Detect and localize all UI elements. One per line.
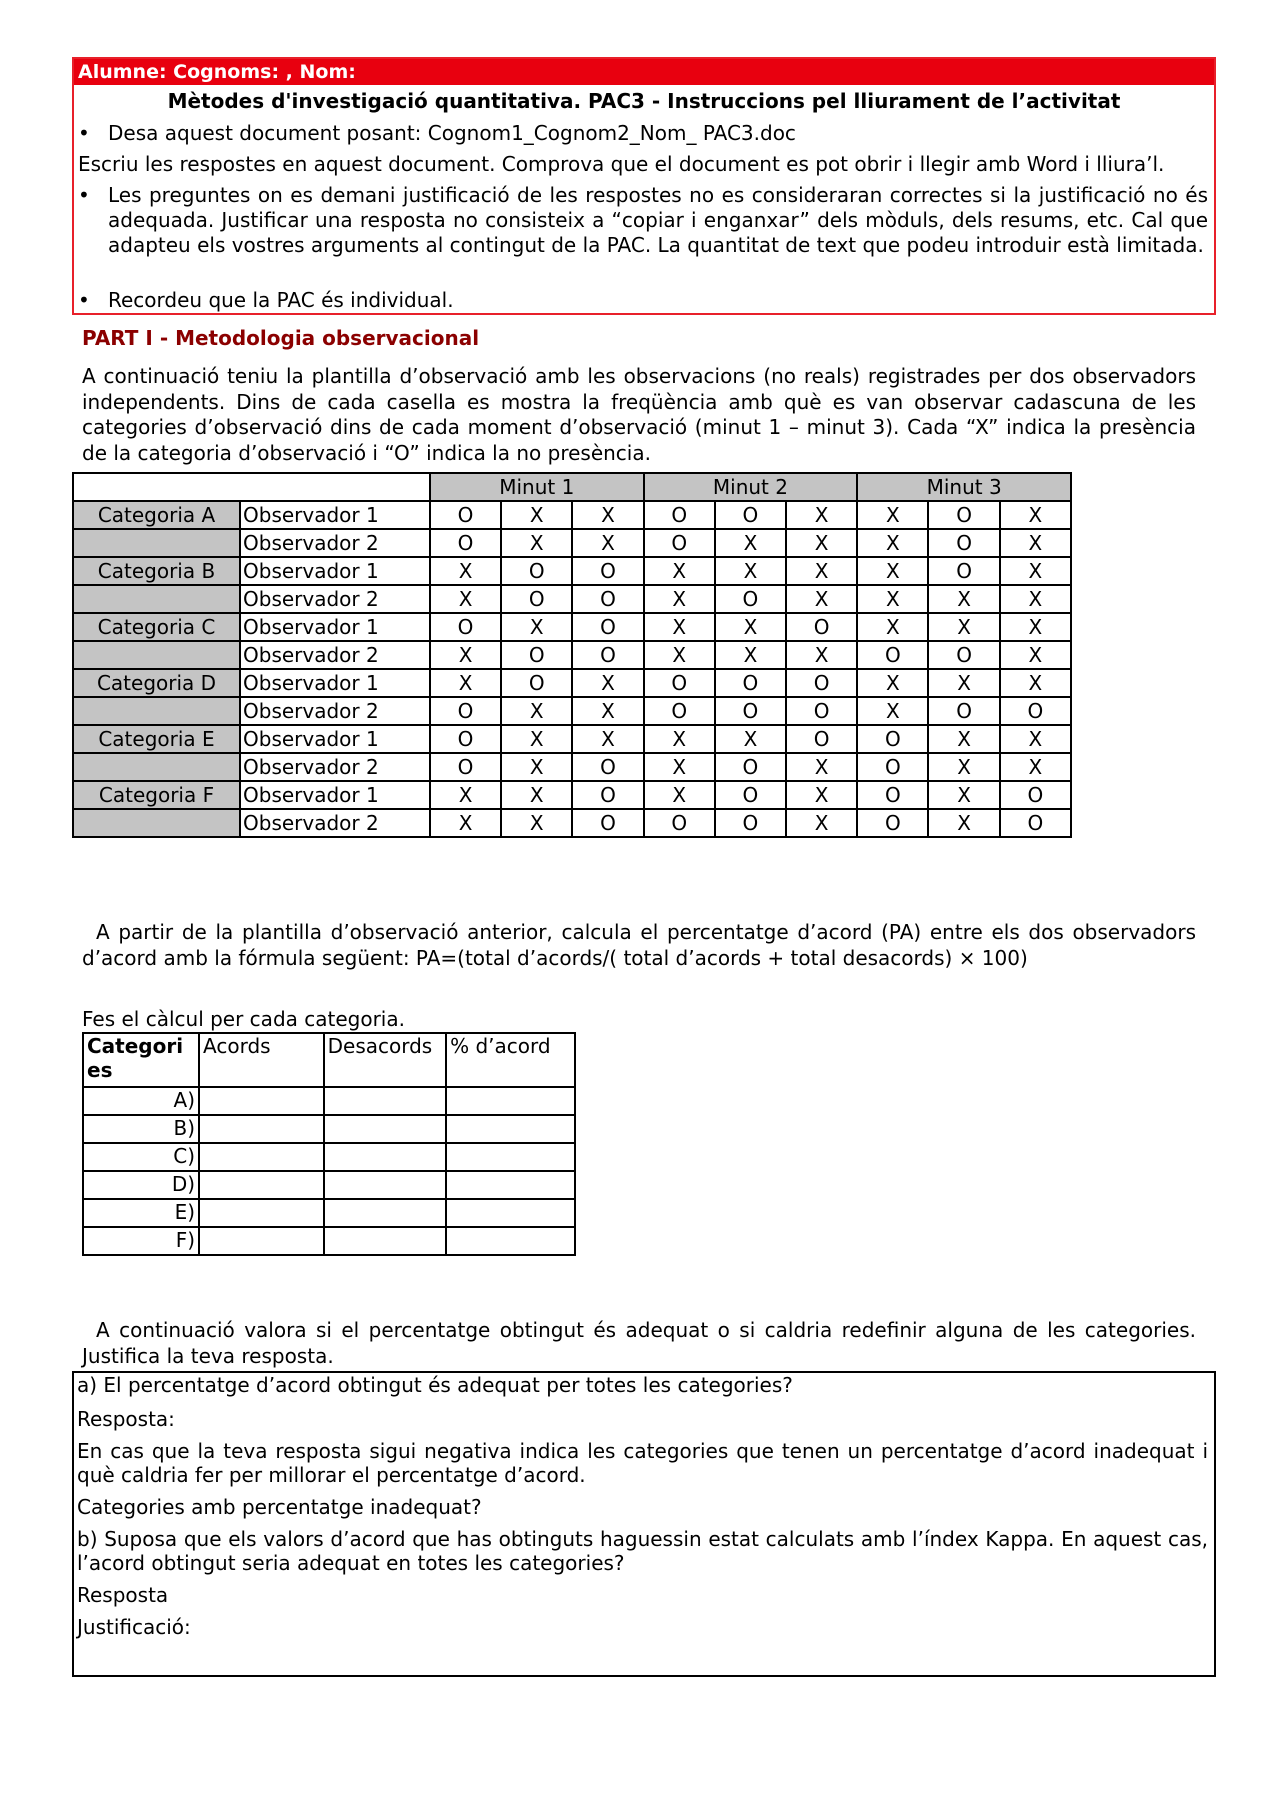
agreement-table-header xyxy=(83,1033,575,1087)
observation-value: O xyxy=(572,641,643,669)
observation-value: X xyxy=(430,557,501,585)
question-a: a) El percentatge d’acord obtingut és adequat per totes les categories? xyxy=(77,1373,793,1397)
student-name-line[interactable]: Alumne: Cognoms: , Nom: xyxy=(74,59,1214,85)
category-label: Categoria D xyxy=(73,669,240,697)
pa-instructions: A partir de la plantilla d’observació anterior, calcula el percentatge d’acord (PA) entre els dos observadors d’acord amb la fórmula següent: PA=(total d’acords/( total d’acords + total desacords) × 100) xyxy=(82,920,1196,970)
observation-table xyxy=(72,472,1072,838)
observation-value: O xyxy=(572,585,643,613)
observation-value: O xyxy=(572,557,643,585)
observation-value: O xyxy=(786,669,857,697)
agreements-input[interactable] xyxy=(199,1171,324,1199)
agreement-header-cell: Acords xyxy=(199,1033,324,1087)
observation-value: X xyxy=(786,809,857,837)
observation-value: O xyxy=(715,753,786,781)
minute-header: Minut 2 xyxy=(644,473,858,501)
category-blank-cell xyxy=(73,697,240,725)
observation-value: X xyxy=(928,725,999,753)
observer-label: Observador 1 xyxy=(240,501,430,529)
disagreements-input[interactable] xyxy=(324,1087,446,1115)
agreement-row-label: A) xyxy=(83,1087,199,1115)
observation-value: O xyxy=(430,753,501,781)
agreement-row xyxy=(83,1227,575,1255)
observation-value: O xyxy=(1000,809,1071,837)
observation-value: X xyxy=(715,557,786,585)
agreement-header-cell: Categori es xyxy=(83,1033,199,1087)
observation-row xyxy=(73,725,1071,753)
observation-value: X xyxy=(786,557,857,585)
agreement-row-label: B) xyxy=(83,1115,199,1143)
observation-value: X xyxy=(715,725,786,753)
observation-value: X xyxy=(715,529,786,557)
observation-row xyxy=(73,669,1071,697)
observer-label: Observador 2 xyxy=(240,697,430,725)
part1-intro: A continuació teniu la plantilla d’observació amb les observacions (no reals) registrades per dos observadors independents. Dins de cada casella es mostra la freqüència amb què es van observar cadascuna de les categories d’observació dins de cada moment d’observació (minut 1 – minut 3). Cada “X” indica la presència de la categoria d’observació i “O” indica la no presència. xyxy=(82,364,1196,465)
agreement-row xyxy=(83,1143,575,1171)
observation-value: O xyxy=(857,809,928,837)
observation-value: O xyxy=(501,641,572,669)
observation-value: O xyxy=(786,613,857,641)
disagreements-input[interactable] xyxy=(324,1115,446,1143)
observation-value: O xyxy=(644,669,715,697)
agreement-row xyxy=(83,1199,575,1227)
observer-label: Observador 1 xyxy=(240,781,430,809)
question-a-negative: En cas que la teva resposta sigui negativa indica les categories que tenen un percentatge d’acord inadequat i què caldria fer per millorar el percentatge d’acord. xyxy=(77,1439,1208,1487)
category-blank-cell xyxy=(73,585,240,613)
observation-value: X xyxy=(857,529,928,557)
observation-value: O xyxy=(430,501,501,529)
observation-value: O xyxy=(928,529,999,557)
observation-value: O xyxy=(715,669,786,697)
justification-field[interactable]: Justificació: xyxy=(77,1615,191,1639)
observation-value: X xyxy=(928,669,999,697)
observation-value: O xyxy=(715,697,786,725)
agreement-header-cell: % d’acord xyxy=(446,1033,575,1087)
agreement-row-label: E) xyxy=(83,1199,199,1227)
observation-value: X xyxy=(857,501,928,529)
observation-value: O xyxy=(430,529,501,557)
observation-value: X xyxy=(715,641,786,669)
observation-value: O xyxy=(715,809,786,837)
observer-label: Observador 1 xyxy=(240,669,430,697)
disagreements-input[interactable] xyxy=(324,1171,446,1199)
observation-value: X xyxy=(857,697,928,725)
observation-value: O xyxy=(857,725,928,753)
observation-value: O xyxy=(430,697,501,725)
part1-title: PART I - Metodologia observacional xyxy=(82,326,480,350)
observation-value: X xyxy=(786,641,857,669)
agreement-header-cell: Desacords xyxy=(324,1033,446,1087)
category-label: Categoria B xyxy=(73,557,240,585)
observation-value: X xyxy=(928,809,999,837)
agreement-row-label: D) xyxy=(83,1171,199,1199)
observation-row xyxy=(73,557,1071,585)
observation-value: X xyxy=(644,613,715,641)
observation-value: X xyxy=(644,781,715,809)
observation-value: X xyxy=(501,725,572,753)
observation-value: O xyxy=(501,557,572,585)
observation-value: X xyxy=(857,613,928,641)
observation-value: O xyxy=(857,753,928,781)
minute-header: Minut 1 xyxy=(430,473,644,501)
category-blank-cell xyxy=(73,529,240,557)
observation-value: X xyxy=(572,501,643,529)
observation-value: X xyxy=(644,585,715,613)
observation-value: X xyxy=(1000,501,1071,529)
category-blank-cell xyxy=(73,753,240,781)
observation-value: O xyxy=(1000,781,1071,809)
agreements-input[interactable] xyxy=(199,1227,324,1255)
agreement-row xyxy=(83,1087,575,1115)
observation-row xyxy=(73,753,1071,781)
observation-value: O xyxy=(786,725,857,753)
agreements-input[interactable] xyxy=(199,1143,324,1171)
observation-value: O xyxy=(715,781,786,809)
observation-value: X xyxy=(857,585,928,613)
agreements-input[interactable] xyxy=(199,1115,324,1143)
answer-a-field[interactable]: Resposta: xyxy=(77,1407,175,1431)
observation-value: O xyxy=(857,781,928,809)
observation-value: O xyxy=(572,809,643,837)
agreements-input[interactable] xyxy=(199,1199,324,1227)
observation-value: X xyxy=(857,557,928,585)
observation-value: X xyxy=(430,585,501,613)
observer-label: Observador 1 xyxy=(240,557,430,585)
agreement-row xyxy=(83,1171,575,1199)
observation-value: X xyxy=(501,529,572,557)
observation-value: X xyxy=(644,641,715,669)
observation-value: X xyxy=(430,641,501,669)
observation-value: O xyxy=(430,725,501,753)
observation-value: X xyxy=(644,725,715,753)
observation-value: X xyxy=(1000,557,1071,585)
observation-value: X xyxy=(1000,753,1071,781)
inadequate-categories-field[interactable]: Categories amb percentatge inadequat? xyxy=(77,1495,482,1519)
observation-value: X xyxy=(928,781,999,809)
observation-value: O xyxy=(715,585,786,613)
observation-value: X xyxy=(928,585,999,613)
observation-value: X xyxy=(1000,613,1071,641)
question-b: b) Suposa que els valors d’acord que has obtinguts haguessin estat calculats amb l’índex Kappa. En aquest cas, l’acord obtingut seria adequat en totes les categories? xyxy=(77,1527,1208,1575)
instruction-line-write: Escriu les respostes en aquest document. Comprova que el document es pot obrir i llegir amb Word i lliura’l. xyxy=(78,152,1165,176)
category-blank-cell xyxy=(73,809,240,837)
document-title: Mètodes d'investigació quantitativa. PAC3 - Instruccions pel lliurament de l’activitat xyxy=(167,89,1121,113)
observation-value: O xyxy=(501,585,572,613)
observation-value: X xyxy=(1000,669,1071,697)
observation-value: O xyxy=(644,697,715,725)
answer-b-field[interactable]: Resposta xyxy=(77,1583,169,1607)
observation-value: O xyxy=(715,501,786,529)
observation-value: X xyxy=(928,753,999,781)
instructions-box xyxy=(72,57,1216,315)
category-label: Categoria F xyxy=(73,781,240,809)
observation-value: X xyxy=(786,753,857,781)
observation-value: X xyxy=(501,781,572,809)
observation-value: O xyxy=(572,613,643,641)
observation-value: O xyxy=(572,781,643,809)
observation-value: X xyxy=(928,613,999,641)
observer-label: Observador 2 xyxy=(240,753,430,781)
agreement-table xyxy=(82,1032,576,1256)
answer-box xyxy=(72,1371,1216,1677)
observation-value: O xyxy=(572,753,643,781)
observation-value: X xyxy=(786,501,857,529)
observation-value: O xyxy=(644,529,715,557)
observation-value: X xyxy=(715,613,786,641)
observation-value: X xyxy=(430,809,501,837)
observation-value: X xyxy=(572,725,643,753)
percent-agreement-input[interactable] xyxy=(446,1171,575,1199)
observation-value: O xyxy=(928,557,999,585)
observation-value: O xyxy=(430,613,501,641)
observation-value: O xyxy=(928,501,999,529)
observation-value: O xyxy=(928,641,999,669)
observation-value: X xyxy=(501,753,572,781)
assess-instructions: A continuació valora si el percentatge obtingut és adequat o si caldria redefinir alguna de les categories. Justifica la teva resposta. xyxy=(82,1318,1196,1368)
observer-label: Observador 2 xyxy=(240,809,430,837)
observation-value: X xyxy=(501,809,572,837)
agreement-row xyxy=(83,1115,575,1143)
observation-value: X xyxy=(857,669,928,697)
observer-label: Observador 1 xyxy=(240,613,430,641)
observer-label: Observador 2 xyxy=(240,585,430,613)
observation-row xyxy=(73,585,1071,613)
observation-value: X xyxy=(786,781,857,809)
observation-value: X xyxy=(501,501,572,529)
observation-value: X xyxy=(572,669,643,697)
observation-value: X xyxy=(430,669,501,697)
observation-value: X xyxy=(644,557,715,585)
observation-value: X xyxy=(1000,585,1071,613)
observation-row xyxy=(73,613,1071,641)
observation-value: X xyxy=(572,697,643,725)
observation-value: X xyxy=(1000,725,1071,753)
percent-agreement-input[interactable] xyxy=(446,1227,575,1255)
agreements-input[interactable] xyxy=(199,1087,324,1115)
observation-value: X xyxy=(1000,529,1071,557)
observation-value: O xyxy=(857,641,928,669)
observation-value: O xyxy=(644,501,715,529)
observation-table-header xyxy=(73,473,1071,501)
agreement-row-label: C) xyxy=(83,1143,199,1171)
observer-label: Observador 1 xyxy=(240,725,430,753)
observation-value: O xyxy=(928,697,999,725)
observation-value: O xyxy=(644,809,715,837)
percent-agreement-input[interactable] xyxy=(446,1199,575,1227)
category-blank-cell xyxy=(73,641,240,669)
observation-value: X xyxy=(644,753,715,781)
percent-agreement-input[interactable] xyxy=(446,1087,575,1115)
instruction-bullet-individual: • Recordeu que la PAC és individual. xyxy=(78,288,1208,313)
category-label: Categoria C xyxy=(73,613,240,641)
observation-row xyxy=(73,529,1071,557)
agreement-row-label: F) xyxy=(83,1227,199,1255)
observer-label: Observador 2 xyxy=(240,641,430,669)
category-label: Categoria E xyxy=(73,725,240,753)
per-category-instruction: Fes el càlcul per cada categoria. xyxy=(82,1007,405,1031)
percent-agreement-input[interactable] xyxy=(446,1115,575,1143)
observation-row xyxy=(73,641,1071,669)
disagreements-input[interactable] xyxy=(324,1143,446,1171)
observation-value: X xyxy=(501,613,572,641)
observation-value: X xyxy=(430,781,501,809)
observation-value: X xyxy=(786,529,857,557)
empty-header-cell xyxy=(73,473,430,501)
observation-row xyxy=(73,697,1071,725)
category-label: Categoria A xyxy=(73,501,240,529)
minute-header: Minut 3 xyxy=(857,473,1071,501)
instruction-bullet-save: • Desa aquest document posant: Cognom1_Cognom2_Nom_ PAC3.doc xyxy=(78,121,1208,146)
observation-value: X xyxy=(501,697,572,725)
percent-agreement-input[interactable] xyxy=(446,1143,575,1171)
observation-value: X xyxy=(1000,641,1071,669)
disagreements-input[interactable] xyxy=(324,1199,446,1227)
observation-value: O xyxy=(786,697,857,725)
instruction-bullet-justify: • Les preguntes on es demani justificació de les respostes no es consideraran correctes si la justificació no és adequada. Justificar una resposta no consisteix a “copiar i enganxar” dels mòduls, dels resums, etc. Cal que adapteu els vostres arguments al contingut de la PAC. La quantitat de text que podeu introduir està limitada. xyxy=(78,183,1208,258)
observer-label: Observador 2 xyxy=(240,529,430,557)
observation-value: O xyxy=(501,669,572,697)
disagreements-input[interactable] xyxy=(324,1227,446,1255)
observation-row xyxy=(73,809,1071,837)
observation-value: X xyxy=(572,529,643,557)
observation-value: O xyxy=(1000,697,1071,725)
observation-row xyxy=(73,501,1071,529)
observation-row xyxy=(73,781,1071,809)
observation-value: X xyxy=(786,585,857,613)
